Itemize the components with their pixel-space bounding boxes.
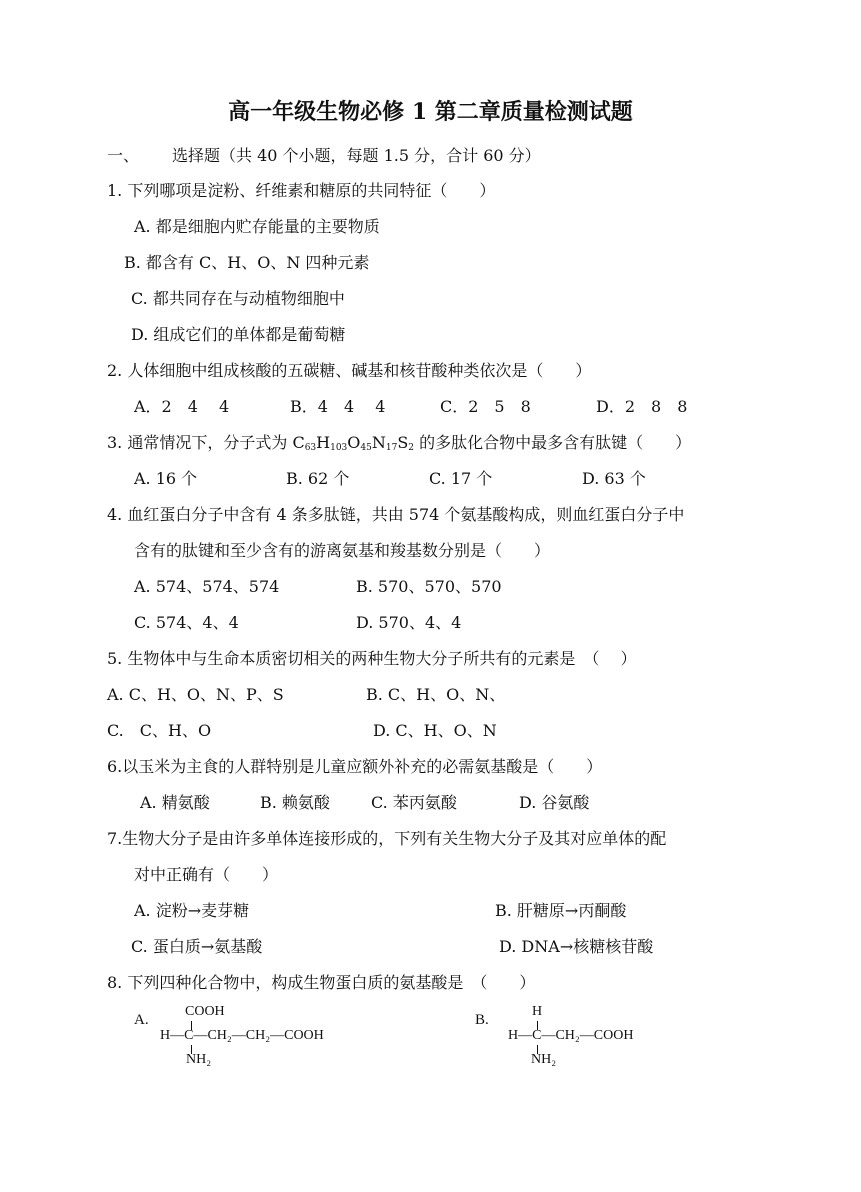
structure-b-bottom-group: NH₂ xyxy=(531,1052,557,1067)
question-1-option-a: A. 都是细胞内贮存能量的主要物质 xyxy=(134,217,380,236)
question-6-stem: 6.以玉米为主食的人群特别是儿童应额外补充的必需氨基酸是（ ） xyxy=(107,757,603,776)
question-5-option-b: B. C、H、O、N、 xyxy=(366,685,506,704)
question-4-stem-line1: 4. 血红蛋白分子中含有 4 条多肽链，共由 574 个氨基酸构成，则血红蛋白分子中 xyxy=(107,505,685,524)
question-1-option-d: D. 组成它们的单体都是葡萄糖 xyxy=(131,325,346,344)
question-2-option-c: C．2 5 8 xyxy=(440,397,531,416)
question-4-option-c: C. 574、4、4 xyxy=(134,613,239,632)
question-7-option-a: A. 淀粉→麦芽糖 xyxy=(134,901,250,920)
structure-a-top-group: COOH xyxy=(185,1004,225,1019)
question-6-option-c: C. 苯丙氨酸 xyxy=(371,793,457,812)
structure-b-main-chain: H—C—CH₂—COOH xyxy=(508,1028,634,1043)
question-1-option-c: C. 都共同存在与动植物细胞中 xyxy=(131,289,345,308)
question-4-option-a: A. 574、574、574 xyxy=(134,577,280,596)
question-2-option-a: A．2 4 4 xyxy=(134,397,230,416)
question-7-stem-line1: 7.生物大分子是由许多单体连接形成的，下列有关生物大分子及其对应单体的配 xyxy=(107,829,667,848)
question-7-option-b: B. 肝糖原→丙酮酸 xyxy=(495,901,627,920)
question-4-stem-line2: 含有的肽键和至少含有的游离氨基和羧基数分别是（ ） xyxy=(134,541,551,560)
section-heading: 选择题（共 40 个小题，每题 1.5 分，合计 60 分） xyxy=(172,146,541,165)
section-number: 一、 xyxy=(107,146,140,165)
question-6-option-b: B. 赖氨酸 xyxy=(260,793,330,812)
question-4-option-d: D. 570、4、4 xyxy=(356,613,462,632)
question-1-stem: 1. 下列哪项是淀粉、纤维素和糖原的共同特征（ ） xyxy=(107,181,496,200)
question-4-option-b: B. 570、570、570 xyxy=(356,577,502,596)
question-7-option-c: C. 蛋白质→氨基酸 xyxy=(131,937,263,956)
question-5-option-a: A. C、H、O、N、P、S xyxy=(107,685,284,704)
question-3-option-d: D. 63 个 xyxy=(582,469,646,488)
question-7-option-d: D. DNA→核糖核苷酸 xyxy=(499,937,654,956)
structure-b-top-group: H xyxy=(532,1004,543,1019)
structure-a-main-chain: H—C—CH₂—CH₂—COOH xyxy=(160,1028,324,1043)
question-5-option-c: C. C、H、O xyxy=(107,721,212,740)
question-1-option-b: B. 都含有 C、H、O、N 四种元素 xyxy=(124,253,370,272)
structure-b-label: B. xyxy=(475,1012,489,1028)
question-5-option-d: D. C、H、O、N xyxy=(373,721,497,740)
question-2-option-b: B．4 4 4 xyxy=(290,397,386,416)
question-7-stem-line2: 对中正确有（ ） xyxy=(134,865,279,884)
question-3-option-a: A. 16 个 xyxy=(134,469,198,488)
question-3-option-b: B. 62 个 xyxy=(286,469,350,488)
question-5-stem: 5. 生物体中与生命本质密切相关的两种生物大分子所共有的元素是 （ ） xyxy=(107,649,637,668)
structure-a-label: A. xyxy=(134,1012,149,1028)
question-2-option-d: D．2 8 8 xyxy=(596,397,688,416)
question-3-option-c: C. 17 个 xyxy=(429,469,493,488)
question-3-stem: 3. 通常情况下，分子式为 $C_{63}H_{103}O_{45}N_{17}S_2$ 的多肽化合物中最多含有肽键（ ） xyxy=(107,433,692,453)
page-title: 高一年级生物必修 1 第二章质量检测试题 xyxy=(228,99,633,125)
question-2-stem: 2. 人体细胞中组成核酸的五碳糖、碱基和核苷酸种类依次是（ ） xyxy=(107,361,592,380)
structure-a-bottom-group: NH₂ xyxy=(186,1052,212,1067)
question-8-stem: 8. 下列四种化合物中，构成生物蛋白质的氨基酸是 （ ） xyxy=(107,973,536,992)
question-6-option-a: A. 精氨酸 xyxy=(140,793,210,812)
question-6-option-d: D. 谷氨酸 xyxy=(519,793,590,812)
